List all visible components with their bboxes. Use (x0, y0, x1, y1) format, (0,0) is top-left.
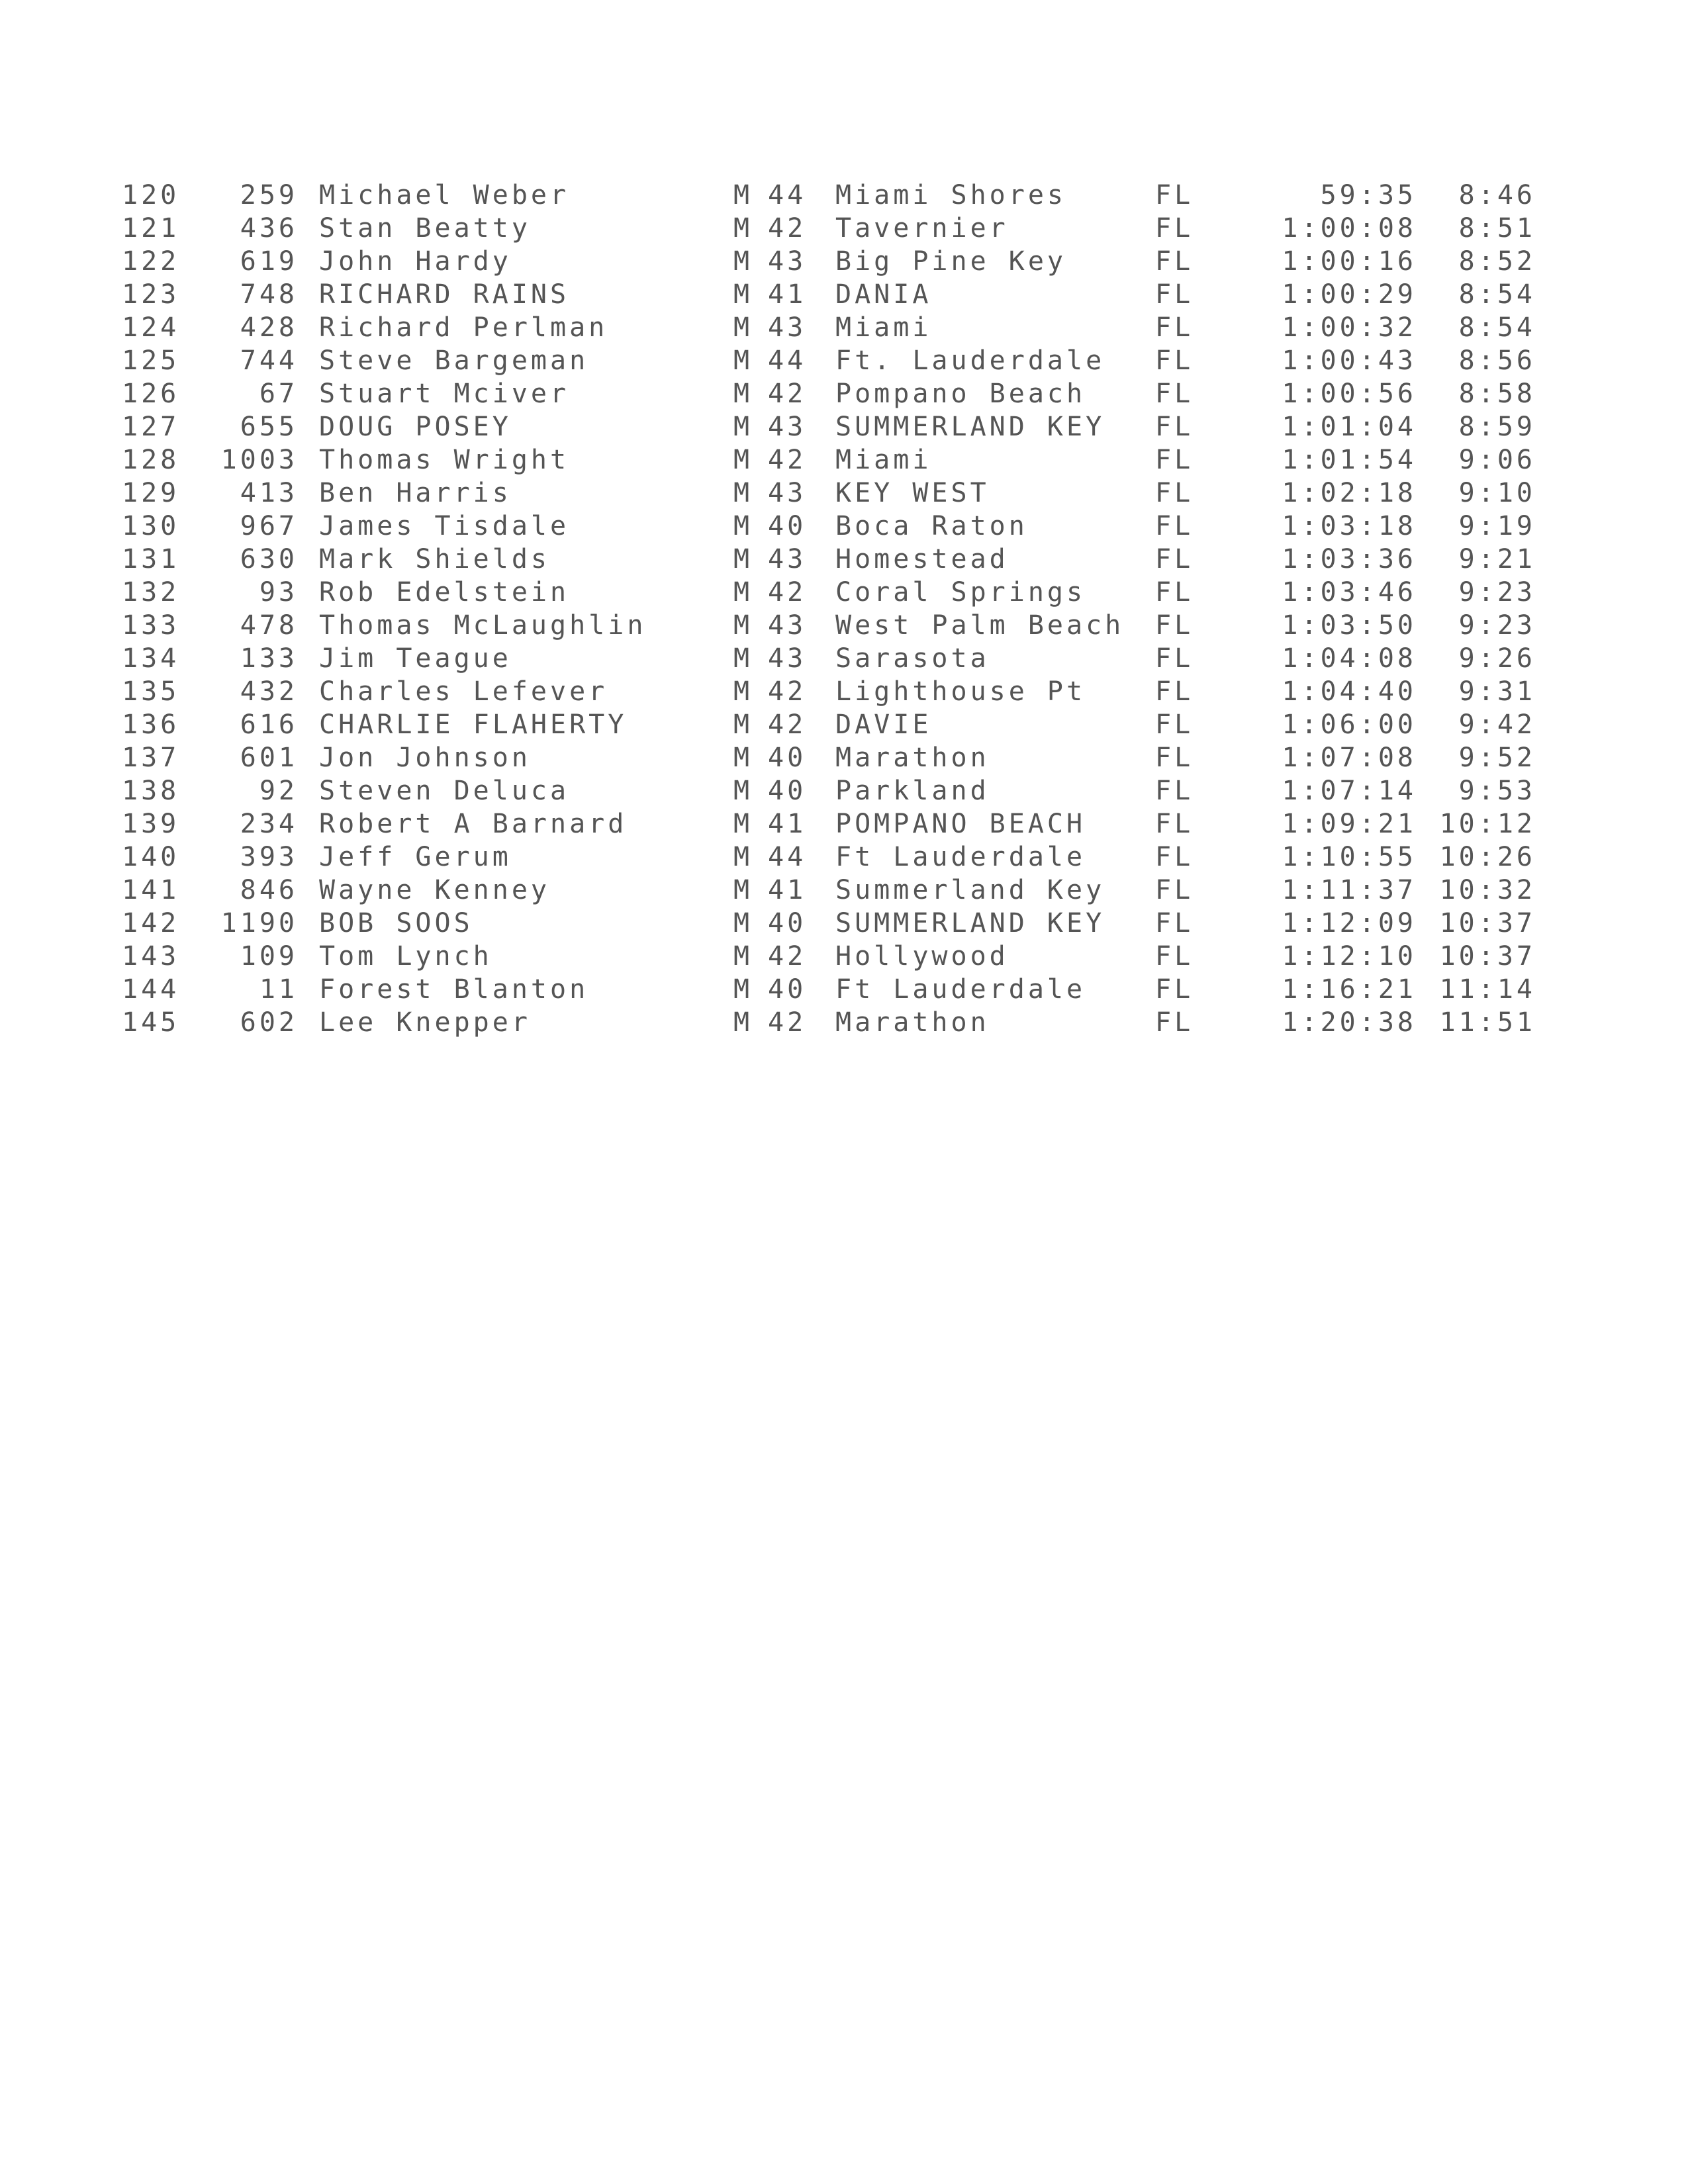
pace-cell: 9:26 (1458, 643, 1536, 674)
city-cell: Tavernier (835, 213, 1009, 244)
pace-cell: 8:56 (1458, 345, 1536, 376)
city-cell: Sarasota (835, 643, 990, 674)
pace-cell: 9:06 (1458, 445, 1536, 475)
runner-name: Michael Weber (319, 180, 570, 210)
sex-cell: M (733, 974, 753, 1005)
finish-time: 1:00:43 (1282, 345, 1417, 376)
state-cell: FL (1155, 908, 1194, 938)
city-cell: SUMMERLAND KEY (835, 412, 1105, 442)
result-row (0, 212, 1688, 245)
runner-name: Ben Harris (319, 478, 512, 508)
place-cell: 138 (122, 776, 180, 806)
bib-cell: 655 (240, 412, 298, 442)
pace-cell: 11:51 (1439, 1007, 1536, 1038)
age-cell: 43 (768, 643, 807, 674)
pace-cell: 9:52 (1458, 743, 1536, 773)
result-row (0, 344, 1688, 377)
state-cell: FL (1155, 412, 1194, 442)
result-row (0, 774, 1688, 807)
runner-name: Thomas McLaughlin (319, 610, 647, 641)
place-cell: 121 (122, 213, 180, 244)
runner-name: John Hardy (319, 246, 512, 277)
sex-cell: M (733, 809, 753, 839)
age-cell: 40 (768, 511, 807, 541)
city-cell: Boca Raton (835, 511, 1028, 541)
place-cell: 142 (122, 908, 180, 938)
sex-cell: M (733, 478, 753, 508)
finish-time: 1:10:55 (1282, 842, 1417, 872)
state-cell: FL (1155, 875, 1194, 905)
runner-name: Jeff Gerum (319, 842, 512, 872)
finish-time: 1:16:21 (1282, 974, 1417, 1005)
place-cell: 135 (122, 676, 180, 707)
sex-cell: M (733, 1007, 753, 1038)
age-cell: 40 (768, 776, 807, 806)
finish-time: 1:07:08 (1282, 743, 1417, 773)
age-cell: 43 (768, 246, 807, 277)
finish-time: 1:00:16 (1282, 246, 1417, 277)
finish-time: 1:01:04 (1282, 412, 1417, 442)
state-cell: FL (1155, 709, 1194, 740)
result-row (0, 841, 1688, 874)
result-row (0, 642, 1688, 675)
sex-cell: M (733, 246, 753, 277)
pace-cell: 9:53 (1458, 776, 1536, 806)
pace-cell: 9:19 (1458, 511, 1536, 541)
finish-time: 1:03:50 (1282, 610, 1417, 641)
pace-cell: 10:12 (1439, 809, 1536, 839)
pace-cell: 9:23 (1458, 610, 1536, 641)
finish-time: 1:07:14 (1282, 776, 1417, 806)
result-row (0, 907, 1688, 940)
result-row (0, 807, 1688, 841)
result-row (0, 377, 1688, 410)
runner-name: James Tisdale (319, 511, 570, 541)
age-cell: 44 (768, 180, 807, 210)
age-cell: 42 (768, 1007, 807, 1038)
city-cell: Ft Lauderdale (835, 842, 1086, 872)
runner-name: Jim Teague (319, 643, 512, 674)
age-cell: 44 (768, 842, 807, 872)
state-cell: FL (1155, 941, 1194, 972)
sex-cell: M (733, 544, 753, 574)
place-cell: 131 (122, 544, 180, 574)
city-cell: Parkland (835, 776, 990, 806)
state-cell: FL (1155, 544, 1194, 574)
result-row (0, 278, 1688, 311)
result-row (0, 245, 1688, 278)
place-cell: 140 (122, 842, 180, 872)
pace-cell: 9:31 (1458, 676, 1536, 707)
runner-name: Rob Edelstein (319, 577, 570, 608)
age-cell: 43 (768, 312, 807, 343)
sex-cell: M (733, 875, 753, 905)
result-row (0, 675, 1688, 708)
result-row (0, 179, 1688, 212)
sex-cell: M (733, 279, 753, 310)
place-cell: 123 (122, 279, 180, 310)
state-cell: FL (1155, 279, 1194, 310)
bib-cell: 1190 (220, 908, 298, 938)
runner-name: Stan Beatty (319, 213, 531, 244)
place-cell: 144 (122, 974, 180, 1005)
runner-name: Steven Deluca (319, 776, 570, 806)
sex-cell: M (733, 345, 753, 376)
finish-time: 1:04:08 (1282, 643, 1417, 674)
result-row (0, 609, 1688, 642)
result-row (0, 741, 1688, 774)
place-cell: 134 (122, 643, 180, 674)
age-cell: 43 (768, 412, 807, 442)
state-cell: FL (1155, 809, 1194, 839)
sex-cell: M (733, 610, 753, 641)
city-cell: Miami Shores (835, 180, 1066, 210)
bib-cell: 259 (240, 180, 298, 210)
bib-cell: 846 (240, 875, 298, 905)
city-cell: POMPANO BEACH (835, 809, 1086, 839)
state-cell: FL (1155, 743, 1194, 773)
sex-cell: M (733, 312, 753, 343)
runner-name: Tom Lynch (319, 941, 492, 972)
bib-cell: 133 (240, 643, 298, 674)
runner-name: Stuart Mciver (319, 379, 570, 409)
bib-cell: 601 (240, 743, 298, 773)
age-cell: 43 (768, 610, 807, 641)
city-cell: Ft Lauderdale (835, 974, 1086, 1005)
state-cell: FL (1155, 213, 1194, 244)
runner-name: RICHARD RAINS (319, 279, 570, 310)
result-row (0, 973, 1688, 1006)
sex-cell: M (733, 709, 753, 740)
place-cell: 124 (122, 312, 180, 343)
result-row (0, 940, 1688, 973)
result-row (0, 443, 1688, 477)
runner-name: Robert A Barnard (319, 809, 628, 839)
city-cell: SUMMERLAND KEY (835, 908, 1105, 938)
state-cell: FL (1155, 345, 1194, 376)
finish-time: 1:00:29 (1282, 279, 1417, 310)
state-cell: FL (1155, 246, 1194, 277)
pace-cell: 9:21 (1458, 544, 1536, 574)
age-cell: 42 (768, 941, 807, 972)
city-cell: DANIA (835, 279, 932, 310)
pace-cell: 8:46 (1458, 180, 1536, 210)
place-cell: 136 (122, 709, 180, 740)
state-cell: FL (1155, 643, 1194, 674)
state-cell: FL (1155, 180, 1194, 210)
age-cell: 42 (768, 213, 807, 244)
sex-cell: M (733, 941, 753, 972)
results-list (0, 179, 1688, 1039)
finish-time: 1:00:56 (1282, 379, 1417, 409)
bib-cell: 11 (259, 974, 298, 1005)
bib-cell: 616 (240, 709, 298, 740)
place-cell: 133 (122, 610, 180, 641)
runner-name: Lee Knepper (319, 1007, 531, 1038)
city-cell: Pompano Beach (835, 379, 1086, 409)
city-cell: West Palm Beach (835, 610, 1125, 641)
bib-cell: 67 (259, 379, 298, 409)
state-cell: FL (1155, 776, 1194, 806)
runner-name: Wayne Kenney (319, 875, 550, 905)
bib-cell: 967 (240, 511, 298, 541)
bib-cell: 432 (240, 676, 298, 707)
state-cell: FL (1155, 312, 1194, 343)
age-cell: 42 (768, 445, 807, 475)
place-cell: 120 (122, 180, 180, 210)
city-cell: Coral Springs (835, 577, 1086, 608)
sex-cell: M (733, 908, 753, 938)
pace-cell: 8:51 (1458, 213, 1536, 244)
state-cell: FL (1155, 478, 1194, 508)
sex-cell: M (733, 180, 753, 210)
bib-cell: 602 (240, 1007, 298, 1038)
runner-name: Charles Lefever (319, 676, 608, 707)
result-row (0, 477, 1688, 510)
runner-name: Richard Perlman (319, 312, 608, 343)
age-cell: 44 (768, 345, 807, 376)
city-cell: KEY WEST (835, 478, 990, 508)
age-cell: 43 (768, 478, 807, 508)
result-row (0, 874, 1688, 907)
pace-cell: 8:54 (1458, 279, 1536, 310)
place-cell: 129 (122, 478, 180, 508)
age-cell: 42 (768, 379, 807, 409)
bib-cell: 630 (240, 544, 298, 574)
age-cell: 42 (768, 709, 807, 740)
result-row (0, 510, 1688, 543)
finish-time: 1:01:54 (1282, 445, 1417, 475)
place-cell: 130 (122, 511, 180, 541)
runner-name: Forest Blanton (319, 974, 589, 1005)
age-cell: 41 (768, 875, 807, 905)
result-row (0, 311, 1688, 344)
age-cell: 41 (768, 809, 807, 839)
pace-cell: 9:42 (1458, 709, 1536, 740)
pace-cell: 9:23 (1458, 577, 1536, 608)
state-cell: FL (1155, 445, 1194, 475)
place-cell: 125 (122, 345, 180, 376)
place-cell: 126 (122, 379, 180, 409)
age-cell: 41 (768, 279, 807, 310)
sex-cell: M (733, 445, 753, 475)
state-cell: FL (1155, 676, 1194, 707)
finish-time: 1:00:32 (1282, 312, 1417, 343)
city-cell: Ft. Lauderdale (835, 345, 1105, 376)
pace-cell: 10:26 (1439, 842, 1536, 872)
result-row (0, 708, 1688, 741)
finish-time: 1:03:18 (1282, 511, 1417, 541)
sex-cell: M (733, 511, 753, 541)
runner-name: Steve Bargeman (319, 345, 589, 376)
city-cell: Lighthouse Pt (835, 676, 1086, 707)
city-cell: Marathon (835, 1007, 990, 1038)
city-cell: Marathon (835, 743, 990, 773)
bib-cell: 1003 (220, 445, 298, 475)
city-cell: Hollywood (835, 941, 1009, 972)
place-cell: 122 (122, 246, 180, 277)
pace-cell: 8:58 (1458, 379, 1536, 409)
place-cell: 137 (122, 743, 180, 773)
age-cell: 42 (768, 676, 807, 707)
pace-cell: 10:32 (1439, 875, 1536, 905)
result-row (0, 576, 1688, 609)
age-cell: 40 (768, 974, 807, 1005)
sex-cell: M (733, 213, 753, 244)
sex-cell: M (733, 776, 753, 806)
pace-cell: 10:37 (1439, 941, 1536, 972)
finish-time: 1:02:18 (1282, 478, 1417, 508)
place-cell: 143 (122, 941, 180, 972)
pace-cell: 11:14 (1439, 974, 1536, 1005)
state-cell: FL (1155, 1007, 1194, 1038)
finish-time: 1:00:08 (1282, 213, 1417, 244)
bib-cell: 93 (259, 577, 298, 608)
runner-name: Jon Johnson (319, 743, 531, 773)
bib-cell: 393 (240, 842, 298, 872)
state-cell: FL (1155, 974, 1194, 1005)
place-cell: 127 (122, 412, 180, 442)
state-cell: FL (1155, 842, 1194, 872)
sex-cell: M (733, 379, 753, 409)
sex-cell: M (733, 643, 753, 674)
finish-time: 1:12:09 (1282, 908, 1417, 938)
pace-cell: 8:59 (1458, 412, 1536, 442)
city-cell: Homestead (835, 544, 1009, 574)
bib-cell: 109 (240, 941, 298, 972)
bib-cell: 748 (240, 279, 298, 310)
bib-cell: 478 (240, 610, 298, 641)
bib-cell: 744 (240, 345, 298, 376)
state-cell: FL (1155, 379, 1194, 409)
city-cell: Miami (835, 312, 932, 343)
bib-cell: 619 (240, 246, 298, 277)
finish-time: 59:35 (1320, 180, 1417, 210)
finish-time: 1:03:36 (1282, 544, 1417, 574)
city-cell: Big Pine Key (835, 246, 1066, 277)
city-cell: DAVIE (835, 709, 932, 740)
sex-cell: M (733, 676, 753, 707)
bib-cell: 413 (240, 478, 298, 508)
pace-cell: 9:10 (1458, 478, 1536, 508)
age-cell: 40 (768, 743, 807, 773)
place-cell: 141 (122, 875, 180, 905)
place-cell: 139 (122, 809, 180, 839)
finish-time: 1:06:00 (1282, 709, 1417, 740)
sex-cell: M (733, 743, 753, 773)
age-cell: 42 (768, 577, 807, 608)
age-cell: 40 (768, 908, 807, 938)
finish-time: 1:04:40 (1282, 676, 1417, 707)
runner-name: Thomas Wright (319, 445, 570, 475)
sex-cell: M (733, 577, 753, 608)
finish-time: 1:12:10 (1282, 941, 1417, 972)
bib-cell: 234 (240, 809, 298, 839)
sex-cell: M (733, 842, 753, 872)
runner-name: BOB SOOS (319, 908, 473, 938)
place-cell: 145 (122, 1007, 180, 1038)
result-row (0, 410, 1688, 443)
bib-cell: 436 (240, 213, 298, 244)
finish-time: 1:09:21 (1282, 809, 1417, 839)
runner-name: CHARLIE FLAHERTY (319, 709, 628, 740)
city-cell: Miami (835, 445, 932, 475)
place-cell: 128 (122, 445, 180, 475)
sex-cell: M (733, 412, 753, 442)
result-row (0, 1006, 1688, 1039)
result-row (0, 543, 1688, 576)
runner-name: Mark Shields (319, 544, 550, 574)
pace-cell: 8:52 (1458, 246, 1536, 277)
finish-time: 1:11:37 (1282, 875, 1417, 905)
state-cell: FL (1155, 577, 1194, 608)
runner-name: DOUG POSEY (319, 412, 512, 442)
bib-cell: 428 (240, 312, 298, 343)
finish-time: 1:20:38 (1282, 1007, 1417, 1038)
place-cell: 132 (122, 577, 180, 608)
age-cell: 43 (768, 544, 807, 574)
bib-cell: 92 (259, 776, 298, 806)
city-cell: Summerland Key (835, 875, 1105, 905)
pace-cell: 8:54 (1458, 312, 1536, 343)
pace-cell: 10:37 (1439, 908, 1536, 938)
state-cell: FL (1155, 610, 1194, 641)
state-cell: FL (1155, 511, 1194, 541)
finish-time: 1:03:46 (1282, 577, 1417, 608)
